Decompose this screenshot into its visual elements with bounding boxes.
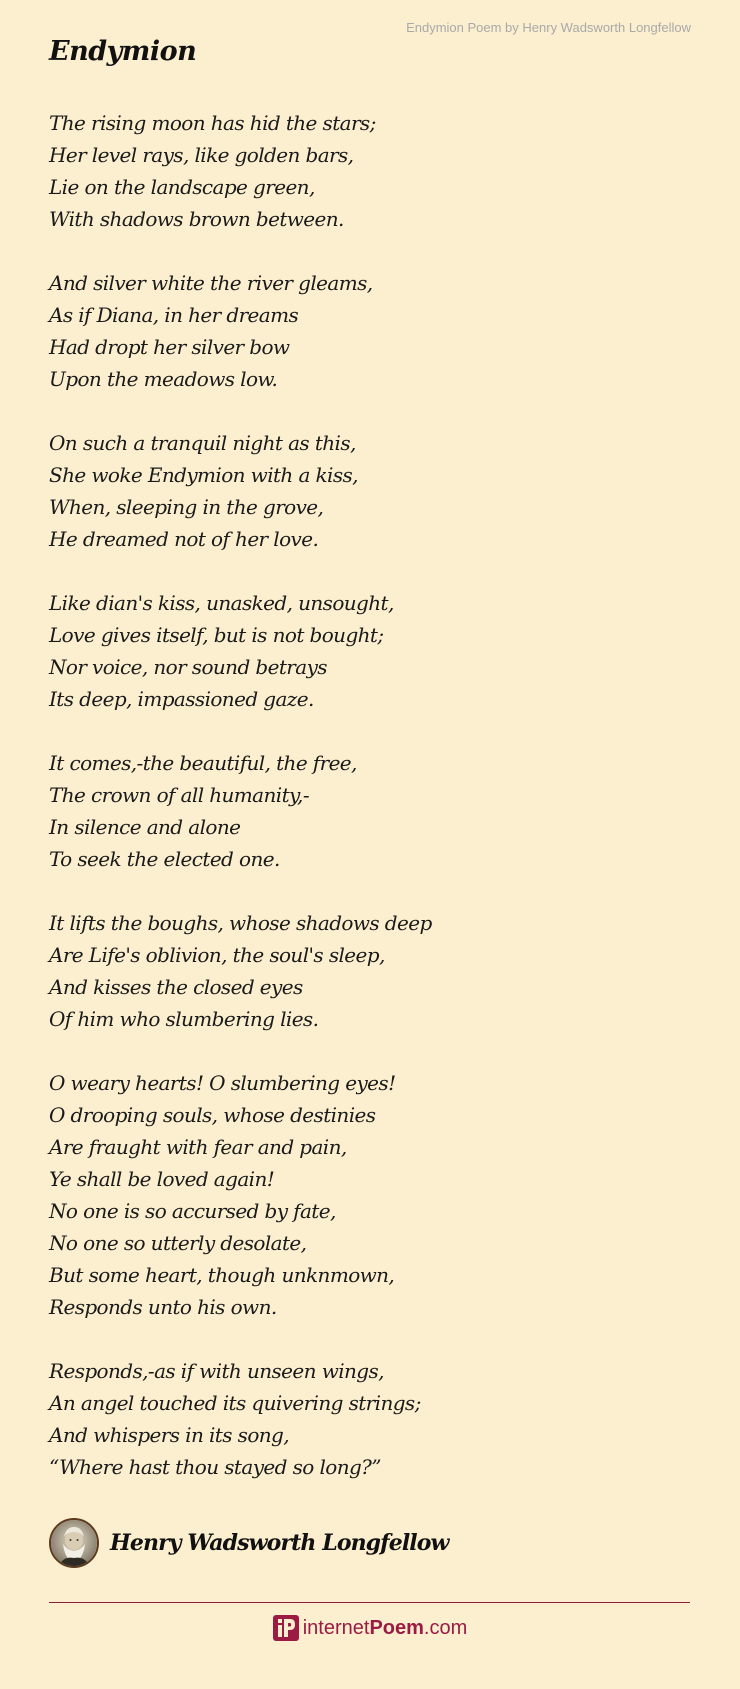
poem-line: As if Diana, in her dreams xyxy=(49,303,299,327)
site-name-brand: Poem xyxy=(369,1616,424,1639)
poem-line: Like dian's kiss, unasked, unsought, xyxy=(49,591,394,615)
footer[interactable] xyxy=(0,1615,740,1641)
poem-line: On such a tranquil night as this, xyxy=(49,431,356,455)
poem-stanza xyxy=(49,1355,689,1483)
poem-line: She woke Endymion with a kiss, xyxy=(49,463,358,487)
site-name-prefix: internet xyxy=(302,1616,370,1639)
poem-line: Nor voice, nor sound betrays xyxy=(49,655,327,679)
poem-stanza xyxy=(49,427,689,555)
footer-divider xyxy=(49,1602,690,1603)
poem-line: And silver white the river gleams, xyxy=(49,271,373,295)
poem-stanza xyxy=(49,267,689,395)
poem-line: Responds unto his own. xyxy=(49,1295,277,1319)
poem-line: In silence and alone xyxy=(49,815,241,839)
poem-line: And kisses the closed eyes xyxy=(49,975,303,999)
poem-stanza xyxy=(49,747,689,875)
poem-line: Its deep, impassioned gaze. xyxy=(49,687,314,711)
poem-line: “Where hast thou stayed so long?” xyxy=(49,1455,381,1479)
poem-line: Responds,-as if with unseen wings, xyxy=(49,1359,384,1383)
poem-line: Of him who slumbering lies. xyxy=(49,1007,319,1031)
poem-line: With shadows brown between. xyxy=(49,207,344,231)
poem-stanza xyxy=(49,907,689,1035)
poem-line: But some heart, though unknmown, xyxy=(49,1263,395,1287)
author-block[interactable] xyxy=(49,1516,449,1570)
poem-line: And whispers in its song, xyxy=(49,1423,290,1447)
poem-line: To seek the elected one. xyxy=(49,847,280,871)
poem-line: Ye shall be loved again! xyxy=(49,1167,275,1191)
site-name-link[interactable] xyxy=(303,1617,468,1640)
poem-line: The rising moon has hid the stars; xyxy=(49,111,376,135)
author-portrait-icon xyxy=(51,1520,97,1566)
poem-line: When, sleeping in the grove, xyxy=(49,495,324,519)
poem-line: Upon the meadows low. xyxy=(49,367,278,391)
site-name-suffix: .com xyxy=(423,1616,468,1639)
poem-line: No one so utterly desolate, xyxy=(49,1231,307,1255)
poem-line: O drooping souls, whose destinies xyxy=(49,1103,376,1127)
poem-stanza xyxy=(49,1067,689,1323)
poem-line: It lifts the boughs, whose shadows deep xyxy=(49,911,432,935)
poem-line: It comes,-the beautiful, the free, xyxy=(49,751,357,775)
author-name[interactable]: Henry Wadsworth Longfellow xyxy=(110,1530,449,1556)
poem-line: Love gives itself, but is not bought; xyxy=(49,623,384,647)
poem-line: No one is so accursed by fate, xyxy=(49,1199,336,1223)
page-header-caption: Endymion Poem by Henry Wadsworth Longfellow xyxy=(406,20,691,35)
poem-line: Are fraught with fear and pain, xyxy=(49,1135,347,1159)
poem-title: Endymion xyxy=(49,36,197,67)
poem-line: Lie on the landscape green, xyxy=(49,175,315,199)
poem-stanza xyxy=(49,107,689,235)
author-avatar[interactable] xyxy=(49,1518,99,1568)
poem-line: An angel touched its quivering strings; xyxy=(49,1391,421,1415)
poem-line: O weary hearts! O slumbering eyes! xyxy=(49,1071,396,1095)
poem-body xyxy=(49,107,689,1515)
poem-line: Had dropt her silver bow xyxy=(49,335,290,359)
internetpoem-logo-icon[interactable] xyxy=(273,1615,299,1641)
poem-stanza xyxy=(49,587,689,715)
poem-line: He dreamed not of her love. xyxy=(49,527,319,551)
poem-line: Her level rays, like golden bars, xyxy=(49,143,354,167)
poem-line: Are Life's oblivion, the soul's sleep, xyxy=(49,943,385,967)
poem-line: The crown of all humanity,- xyxy=(49,783,309,807)
